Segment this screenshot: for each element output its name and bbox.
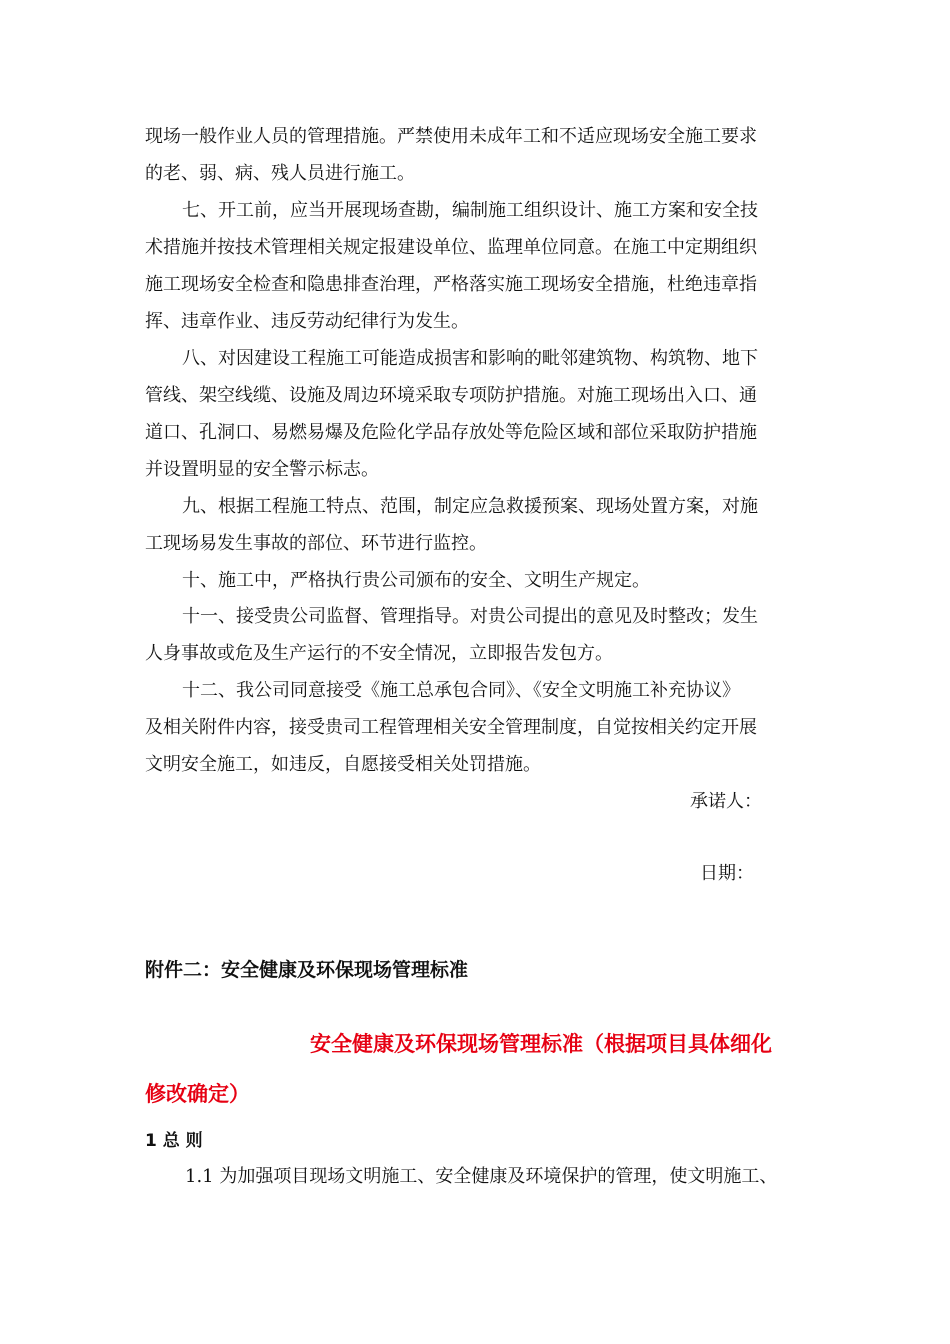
paragraph-line: 的老、弱、病、残人员进行施工。	[145, 163, 415, 184]
paragraph-line: 工现场易发生事故的部位、环节进行监控。	[145, 533, 487, 554]
paragraph-line: 挥、违章作业、违反劳动纪律行为发生。	[145, 311, 469, 332]
red-title-line-2: 修改确定）	[145, 1082, 250, 1106]
paragraph-line: 文明安全施工，如违反，自愿接受相关处罚措施。	[145, 754, 541, 775]
paragraph-line: 术措施并按技术管理相关规定报建设单位、监理单位同意。在施工中定期组织	[145, 237, 757, 258]
attachment-heading: 附件二：安全健康及环保现场管理标准	[145, 959, 469, 981]
paragraph-line: 及相关附件内容，接受贵司工程管理相关安全管理制度，自觉按相关约定开展	[145, 717, 757, 738]
paragraph-line: 施工现场安全检查和隐患排查治理，严格落实施工现场安全措施，杜绝违章指	[145, 274, 757, 295]
clause-line: 1.1 为加强项目现场文明施工、安全健康及环境保护的管理，使文明施工、	[185, 1166, 778, 1187]
paragraph-line: 十、施工中，严格执行贵公司颁布的安全、文明生产规定。	[182, 570, 650, 591]
paragraph-line: 十二、我公司同意接受《施工总承包合同》、《安全文明施工补充协议》	[182, 680, 740, 701]
paragraph-line: 十一、接受贵公司监督、管理指导。对贵公司提出的意见及时整改；发生	[182, 606, 758, 627]
section-title: 1 总 则	[145, 1131, 203, 1151]
paragraph-line: 现场一般作业人员的管理措施。严禁使用未成年工和不适应现场安全施工要求	[145, 126, 757, 147]
date-label: 日期：	[700, 863, 754, 884]
red-title-line-1: 安全健康及环保现场管理标准（根据项目具体细化	[310, 1032, 772, 1056]
promisor-label: 承诺人：	[690, 791, 762, 812]
paragraph-line: 七、开工前，应当开展现场查勘，编制施工组织设计、施工方案和安全技	[182, 200, 758, 221]
paragraph-line: 八、对因建设工程施工可能造成损害和影响的毗邻建筑物、构筑物、地下	[182, 348, 758, 369]
paragraph-line: 管线、架空线缆、设施及周边环境采取专项防护措施。对施工现场出入口、通	[145, 385, 757, 406]
paragraph-line: 人身事故或危及生产运行的不安全情况，立即报告发包方。	[145, 643, 613, 664]
paragraph-line: 并设置明显的安全警示标志。	[145, 459, 379, 480]
paragraph-line: 九、根据工程施工特点、范围，制定应急救援预案、现场处置方案，对施	[182, 496, 758, 517]
paragraph-line: 道口、孔洞口、易燃易爆及危险化学品存放处等危险区域和部位采取防护措施	[145, 422, 757, 443]
